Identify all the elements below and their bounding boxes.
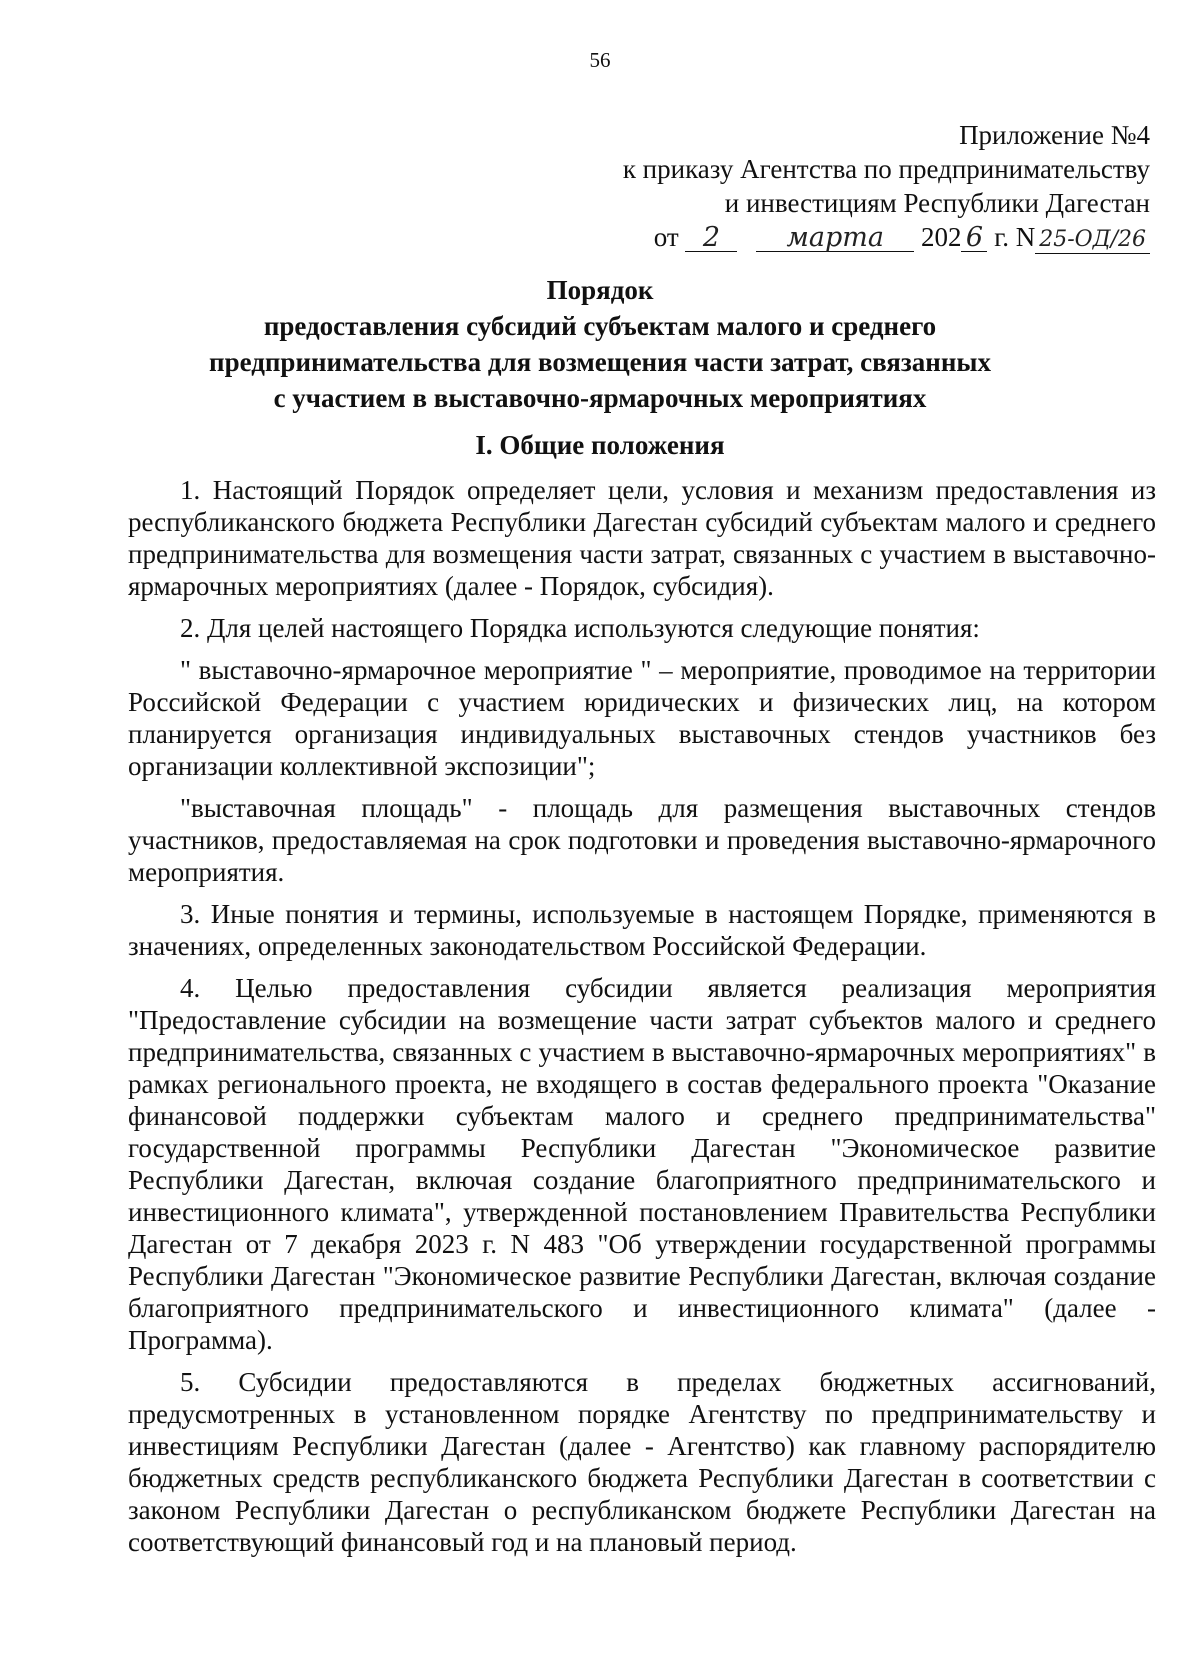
title-line-1: Порядок (546, 275, 654, 305)
page-number: 56 (589, 48, 611, 72)
section-heading: I. Общие положения (475, 430, 725, 460)
handwritten-month: марта (756, 225, 914, 252)
paragraph-4: 4. Целью предоставления субсидии является реализация мероприятия "Предоставление субсидии на возмещение части затрат субъектов малого и среднего предпринимательства, связанных с участием в выставочно-ярмарочных мероприятиях" в рамках регионального проекта, не входящего в состав федерального проекта "Оказание финансовой поддержки субъектам малого и среднего предпринимательства" государственной программы Республики Дагестан "Экономическое развитие Республики Дагестан, включая создание благоприятного предпринимательского и инвестиционного климата", утвержденной постановлением Правительства Республики Дагестан от 7 декабря 2023 г. N 483 "Об утверждении государственной программы Республики Дагестан "Экономическое развитие Республики Дагестан, включая создание благоприятного предпринимательского и инвестиционного климата" (далее - Программа). (128, 973, 1156, 1355)
paragraph-definition-1: " выставочно-ярмарочное мероприятие " – мероприятие, проводимое на территории Российской Федерации с участием юридических и физических лиц, на котором планируется организация индивидуальных выставочных стендов участников без организации коллективной экспозиции"; (128, 655, 1156, 781)
appendix-line-2: к приказу Агентства по предпринимательству (622, 154, 1150, 184)
paragraph-definition-2: "выставочная площадь" - площадь для размещения выставочных стендов участников, предоставляемая на срок подготовки и проведения выставочно-ярмарочного мероприятия. (128, 793, 1156, 887)
paragraph-3: 3. Иные понятия и термины, используемые в настоящем Порядке, применяются в значениях, определенных законодательством Российской Федерации. (128, 899, 1156, 961)
title-line-3: предпринимательства для возмещения части затрат, связанных (209, 347, 991, 377)
appendix-block (623, 118, 1150, 254)
appendix-date-line (623, 220, 1150, 254)
appendix-title: Приложение №4 (959, 120, 1150, 150)
paragraph-2: 2. Для целей настоящего Порядка используются следующие понятия: (180, 613, 980, 643)
paragraph-1: 1. Настоящий Порядок определяет цели, условия и механизм предоставления из республиканского бюджета Республики Дагестан субсидий субъектам малого и среднего предпринимательства для возмещения части затрат, связанных с участием в выставочно-ярмарочных мероприятиях (далее - Порядок, субсидия). (128, 475, 1156, 601)
document-body (128, 474, 1156, 1568)
handwritten-year-digit: 6 (961, 225, 987, 252)
appendix-line-3: и инвестициям Республики Дагестан (724, 188, 1150, 218)
paragraph-5: 5. Субсидии предоставляются в пределах бюджетных ассигнований, предусмотренных в установленном порядке Агентству по предпринимательству и инвестициям Республики Дагестан (далее - Агентство) как главному распорядителю бюджетных средств республиканского бюджета Республики Дагестан в соответствии с законом Республики Дагестан о республиканском бюджете Республики Дагестан на соответствующий финансовый год и на плановый период. (128, 1367, 1156, 1557)
date-prefix: от (653, 222, 679, 252)
year-suffix: г. N (994, 222, 1036, 252)
handwritten-order-number: 25-ОД/26 (1035, 227, 1150, 254)
title-line-4: с участием в выставочно-ярмарочных мероприятиях (273, 383, 927, 413)
handwritten-day: 2 (685, 225, 737, 252)
document-title (0, 272, 1200, 416)
year-prefix: 202 (920, 222, 962, 252)
title-line-2: предоставления субсидий субъектам малого и среднего (263, 311, 937, 341)
